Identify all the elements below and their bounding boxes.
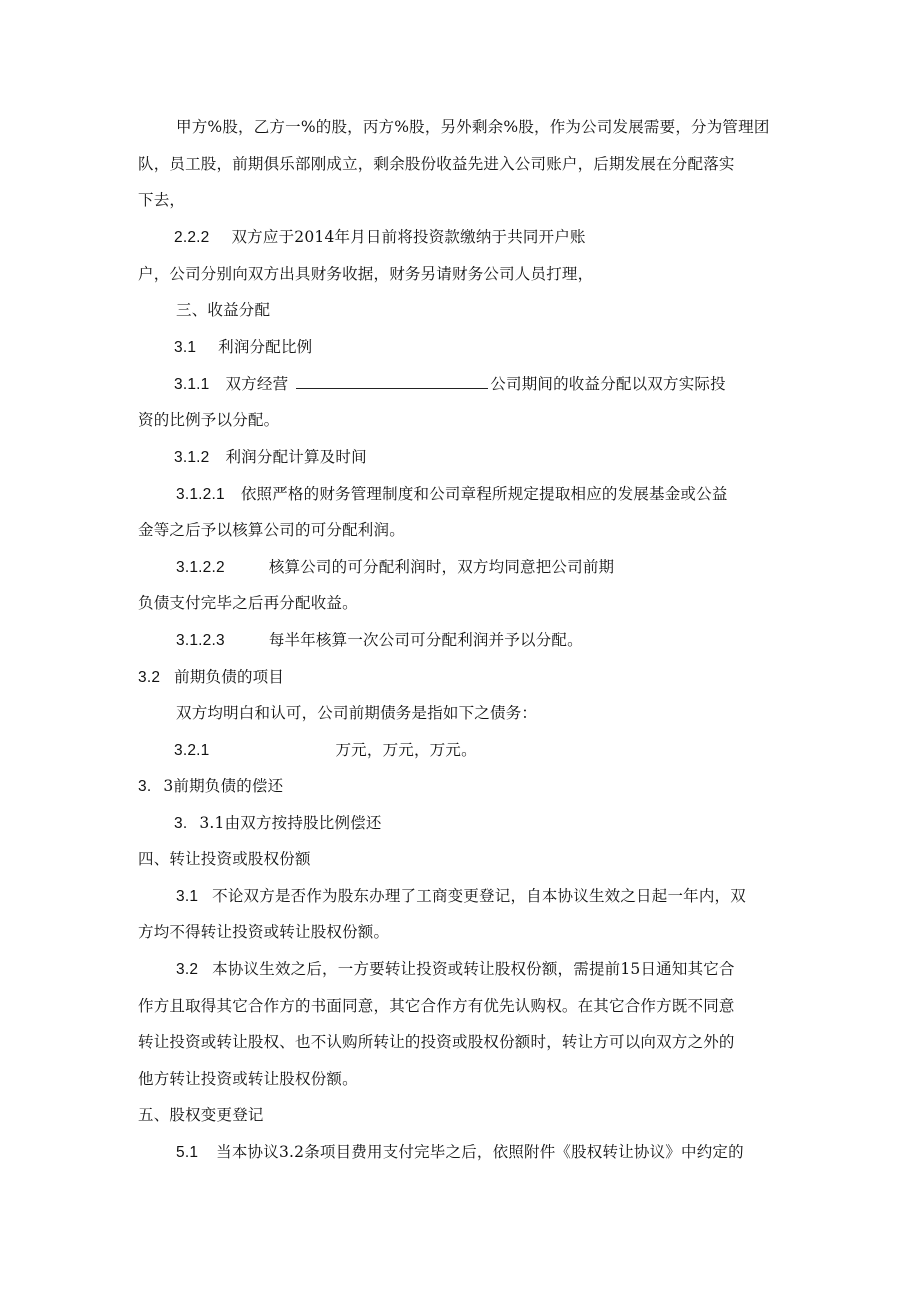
clause-4-1 xyxy=(176,886,746,907)
clause-3-1-1 xyxy=(174,374,726,395)
clause-number: 3.1 xyxy=(174,339,197,356)
clause-number: 3.2.1 xyxy=(174,742,210,759)
clause-3-1-2-3 xyxy=(176,630,583,651)
clause-number: 3.1.2.1 xyxy=(176,486,225,503)
clause-3-1-2-1 xyxy=(176,484,728,505)
fill-in-blank[interactable] xyxy=(296,374,488,389)
clause-2-2-2 xyxy=(174,227,586,248)
clause-4-2-line-4: 他方转让投资或转让股权份额。 xyxy=(138,1070,358,1088)
clause-4-2-line-2: 作方且取得其它合作方的书面同意，其它合作方有优先认购权。在其它合作方既不同意 xyxy=(138,997,735,1015)
para-shares-line-1: 甲方%股，乙方一%的股，丙方%股，另外剩余%股，作为公司发展需要，分为管理团 xyxy=(176,118,770,136)
heading-section-4: 四、转让投资或股权份额 xyxy=(138,850,311,868)
clause-number: 3.1 xyxy=(176,888,199,905)
clause-text: 不论双方是否作为股东办理了工商变更登记，自本协议生效之日起一年内，双 xyxy=(212,887,746,905)
clause-text: 双方应于2014年月日前将投资款缴纳于共同开户账 xyxy=(231,228,586,246)
para-shares-line-2: 队，员工股，前期俱乐部刚成立，剩余股份收益先进入公司账户，后期发展在分配落实 xyxy=(138,155,735,173)
clause-number: 3.2 xyxy=(138,669,161,686)
clause-text: 3.1由双方按持股比例偿还 xyxy=(199,814,382,832)
clause-text: 3前期负债的偿还 xyxy=(163,777,284,795)
clause-text-post: 公司期间的收益分配以双方实际投 xyxy=(490,375,726,393)
clause-2-2-2-line-2: 户，公司分别向双方出具财务收据，财务另请财务公司人员打理， xyxy=(138,265,594,283)
clause-text: 前期负债的项目 xyxy=(174,668,285,686)
clause-3-1-2-2-line-2: 负债支付完毕之后再分配收益。 xyxy=(138,594,358,612)
clause-3-1-1-line-2: 资的比例予以分配。 xyxy=(138,411,280,429)
clause-number: 2.2.2 xyxy=(174,229,210,246)
heading-section-5: 五、股权变更登记 xyxy=(138,1106,264,1124)
clause-number: 3.1.1 xyxy=(174,376,210,393)
clause-3-1-2 xyxy=(174,447,367,468)
clause-number: 3.2 xyxy=(176,961,199,978)
clause-4-1-line-2: 方均不得转让投资或转让股权份额。 xyxy=(138,923,390,941)
clause-3-1 xyxy=(174,337,312,358)
clause-3-3-1 xyxy=(174,813,382,834)
clause-number: 5.1 xyxy=(176,1144,199,1161)
clause-text: 依照严格的财务管理制度和公司章程所规定提取相应的发展基金或公益 xyxy=(240,485,728,503)
para-shares-line-3: 下去， xyxy=(138,191,186,209)
clause-text: 万元，万元，万元。 xyxy=(335,741,477,759)
clause-3-1-2-1-line-2: 金等之后予以核算公司的可分配利润。 xyxy=(138,521,405,539)
clause-number: 3.1.2 xyxy=(174,449,210,466)
heading-section-3: 三、收益分配 xyxy=(176,301,271,319)
clause-text: 当本协议3.2条项目费用支付完毕之后，依照附件《股权转让协议》中约定的 xyxy=(216,1143,744,1161)
clause-number: 3.1.2.3 xyxy=(176,632,225,649)
clause-5-1 xyxy=(176,1142,744,1163)
clause-number: 3.1.2.2 xyxy=(176,559,225,576)
clause-4-2 xyxy=(176,959,735,980)
clause-3-2-1 xyxy=(174,740,477,761)
clause-3-2-line-2: 双方均明白和认可，公司前期债务是指如下之债务： xyxy=(176,704,538,722)
clause-4-2-line-3: 转让投资或转让股权、也不认购所转让的投资或股权份额时，转让方可以向双方之外的 xyxy=(138,1033,735,1051)
clause-text: 每半年核算一次公司可分配利润并予以分配。 xyxy=(268,631,583,649)
clause-text-pre: 双方经营 xyxy=(225,375,289,393)
clause-text: 利润分配比例 xyxy=(218,338,313,356)
clause-number: 3. xyxy=(174,815,188,832)
clause-3-2 xyxy=(138,667,284,688)
clause-text: 核算公司的可分配利润时，双方均同意把公司前期 xyxy=(268,558,615,576)
clause-text: 利润分配计算及时间 xyxy=(225,448,367,466)
clause-3-1-2-2 xyxy=(176,557,614,578)
clause-number: 3. xyxy=(138,778,152,795)
clause-text: 本协议生效之后，一方要转让投资或转让股权份额，需提前15日通知其它合 xyxy=(212,960,735,978)
clause-3-3 xyxy=(138,776,283,797)
